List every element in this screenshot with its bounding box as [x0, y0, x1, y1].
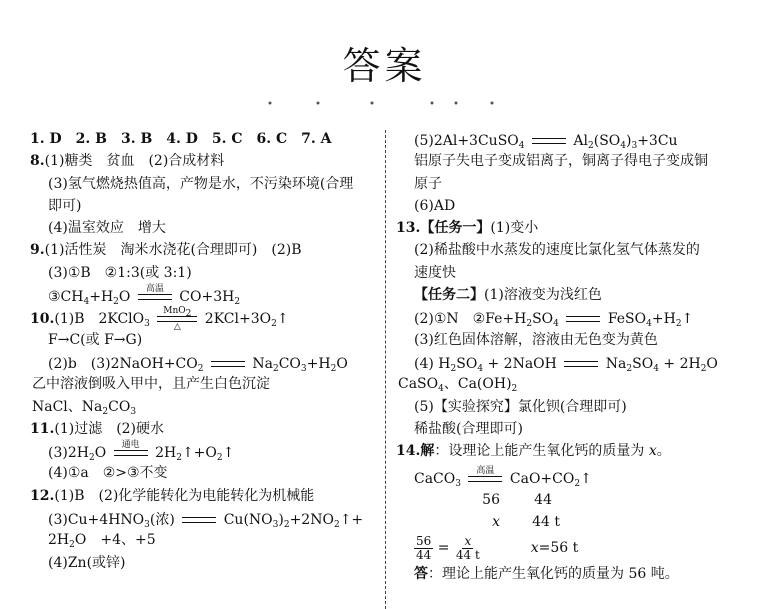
answer-line-q12-7: (6)AD — [414, 197, 456, 214]
column-divider — [385, 130, 386, 609]
molar-mass-row: 56 44 — [482, 491, 552, 508]
answer-line-q13-10: 稀盐酸(合理即可) — [414, 420, 523, 437]
answer-line-q13-9: (5)【实验探究】氯化钡(合理即可) — [414, 398, 627, 415]
left-column — [30, 128, 380, 574]
answer-line-q13-4: 【任务二】(1)溶液变为浅红色 — [414, 287, 602, 304]
answer-line-q13-1: 13.【任务一】(1)变小 — [396, 220, 539, 237]
right-column — [396, 128, 766, 586]
answer-line-q13-2: (2)稀盐酸中水蒸发的速度比氯化氢气体蒸发的 — [414, 242, 700, 259]
chemical-equation: $(3)Cu+4HNO_3$(浓) $Cu(NO_3)_2+2NO_2↑+$ — [30, 507, 380, 529]
answer-line-q14-1: 14.解：设理论上能产生氧化钙的质量为 x。 — [396, 443, 671, 460]
answer-line-q12-1: 12.(1)B (2)化学能转化为电能转化为机械能 — [30, 487, 315, 504]
chemical-equation: $③CH_4+H_2O$ 高温 $CO+3H_2$ — [30, 284, 380, 306]
proportion-equation: $\frac{56}{44}$ = $\frac{x}{44 t}$ x=56 t — [416, 533, 579, 562]
answer-text: (1)糖类 贫血 (2)合成材料 — [44, 153, 225, 170]
page-title: 答案 — [342, 44, 427, 88]
header-dots-decoration — [0, 99, 769, 107]
answer-line-q9-1 — [30, 239, 380, 261]
question-number: 10. — [30, 311, 55, 328]
answer-line-q1-7: 1. D 2. B 3. B 4. D 5. C 6. C 7. A — [30, 131, 332, 147]
chemical-equation: 10.(1)B 2KClO$_3$ MnO$_2$ △ $2KCl+3O_2↑$ — [30, 306, 289, 333]
reaction-arrow: 通电 — [114, 440, 148, 466]
answer-line-q12-6: 原子 — [414, 175, 442, 192]
fraction: $\frac{x}{44 t}$ — [455, 533, 480, 562]
answer-line-q8-1 — [30, 150, 380, 172]
reaction-arrow: 高温 — [468, 466, 502, 492]
answer-line-q8-4: (4)温室效应 增大 — [48, 220, 166, 237]
answer-line-q13-6: (3)红色固体溶解，溶液由无色变为黄色 — [414, 331, 658, 348]
question-number: 12. — [30, 487, 55, 504]
question-number: 8. — [30, 153, 45, 170]
answer-line-q8-2: (3)氢气燃烧热值高，产物是水，不污染环境(合理 — [48, 175, 354, 192]
answer-line-q10-2: F→C(或 F→G) — [48, 331, 143, 348]
answer-line-q10-5: NaCl、$Na_2CO_3$ — [32, 398, 137, 417]
fraction: $\frac{56}{44}$ — [416, 533, 432, 562]
chemical-equation: (2)b $(3)2NaOH+CO_2$ $Na_2CO_3+H_2O$ — [30, 351, 380, 373]
answer-line-q12-5: 铝原子失电子变成铝离子，铜离子得电子变成铜 — [414, 153, 708, 170]
chemical-equation: (5)2Al+3CuSO$_4$ $Al_2(SO_4)_3+3Cu$ — [396, 128, 766, 150]
answer-line-q13-8: CaSO$_4$、$Ca(OH)_2$ — [398, 376, 518, 395]
question-number: 11. — [30, 420, 55, 437]
chemical-equation: (2)①N $②Fe+H_2SO_4$ $FeSO_4+H_2↑$ — [396, 306, 766, 328]
answer-line-q13-3: 速度快 — [414, 264, 456, 281]
chemical-equation: CaCO$_3$ 高温 $CaO+CO_2↑$ — [396, 466, 766, 488]
reaction-arrow: 高温 — [138, 284, 172, 310]
question-number: 14. — [396, 443, 421, 460]
answer-line-q11-1: 11.(1)过滤 (2)硬水 — [30, 420, 165, 437]
reaction-arrow: MnO$_2$ △ — [157, 306, 197, 332]
question-number: 13. — [396, 220, 421, 237]
answer-line-q8-3: 即可) — [48, 197, 82, 214]
chemical-equation: (4) $H_2SO_4$ + 2NaOH $Na_2SO_4 + 2H_2O$ — [396, 351, 766, 373]
answer-text: (1)活性炭 淘米水浇花(合理即可) (2)B — [44, 242, 302, 259]
answer-line-q12-3: $2H_2O$ +4、+5 — [48, 532, 156, 551]
chemical-equation: $(3)2H_2O$ 通电 $2H_2↑+O_2↑$ — [30, 440, 380, 462]
question-number: 9. — [30, 242, 45, 259]
answer-line-q12-4: (4)Zn(或锌) — [48, 554, 126, 571]
final-answer: 答：理论上能产生氧化钙的质量为 56 吨。 — [414, 566, 679, 583]
answer-line-q10-4: 乙中溶液倒吸入甲中，且产生白色沉淀 — [32, 376, 270, 393]
answer-line-q11-3: (4)①a ②>③不变 — [48, 465, 168, 482]
answer-line-q9-2: (3)①B ②1:3(或 3:1) — [48, 264, 192, 281]
mass-row: x 44 t — [492, 514, 560, 531]
